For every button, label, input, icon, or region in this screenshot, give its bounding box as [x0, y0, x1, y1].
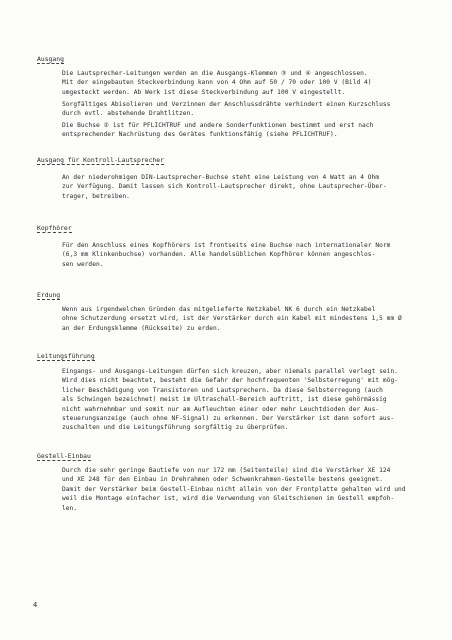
heading-ausgang: Ausgang	[37, 55, 64, 63]
paragraph-ausgang-2: Sorgfältiges Abisolieren und Verzinnen der Anschlussdrähte verhindert einen Kurzschluss durch evtl. abstehende Drahtlitzen.	[62, 101, 391, 118]
page-number: 4	[33, 601, 38, 609]
paragraph-erdung: Wenn aus irgendwelchen Gründen das mitgelieferte Netzkabel NK 6 durch ein Netzkabel ohne Schutzerdung ersetzt wird, ist der Verstärker durch ein Kabel mit mindestens 1,5 mm Ø an der Erdungsklemme (Rückseite) zu erden.	[62, 306, 402, 332]
paragraph-kopfhoerer: Für den Anschluss eines Kopfhörers ist frontseits eine Buchse nach internationaler Norm (6,3 mm Klinkenbuchse) vorhanden. Alle handelsüblichen Kopfhörer können angeschlos- sen werden.	[62, 242, 391, 268]
paragraph-leitungsfuehrung: Eingangs- und Ausgangs-Leitungen dürfen sich kreuzen, aber niemals parallel verlegt sein. Wird dies nicht beachtet, besteht die Gefahr der hochfrequenten 'Selbsterregung' mit mög- licher Beschädigung von Transistoren und Lautsprechern. Da diese Selbsterregung (auch als Schwingen bezeichnet) meist im Ultraschall-Bereich auftritt, ist diese gehörmässig nicht wahrnehmbar und somit nur am Aufleuchten einer oder mehr Leuchtdioden der Aus- steuerungsanzeige (auch ohne NF-Signal) zu erkennen. Der Verstärker ist dann sofort aus- zuschalten und die Leitungsführung sorgfältig zu überprüfen.	[62, 368, 398, 432]
heading-erdung: Erdung	[37, 291, 61, 299]
paragraph-ausgang-3: Die Buchse ② ist für PFLICHTRUF und andere Sonderfunktionen bestimmt und erst nach entsprechender Nachrüstung des Gerätes funktionsfähig (siehe PFLICHTRUF).	[62, 122, 374, 139]
paragraph-kontroll-lautsprecher: An der niederohmigen DIN-Lautsprecher-Buchse steht eine Leistung von 4 Watt an 4 Ohm zur Verfügung. Damit lassen sich Kontroll-Lautsprecher direkt, ohne Lautsprecher-Über- trager, betreiben.	[62, 174, 387, 200]
heading-kontroll-lautsprecher: Ausgang für Kontroll-Lautsprecher	[37, 156, 164, 164]
paragraph-gestell-einbau: Durch die sehr geringe Bautiefe von nur 172 mm (Seitenteile) sind die Verstärker XE 124 und XE 248 für den Einbau in Drehrahmen oder Schwenkrahmen-Gestelle bestens geeignet. Damit der Verstärker beim Gestell-Einbau nicht allein von der Frontplatte gehalten wird und weil die Montage einfacher ist, wird die Verwendung von Gleitschienen im Gestell empfoh- len.	[62, 467, 406, 512]
heading-gestell-einbau: Gestell-Einbau	[37, 452, 91, 460]
paragraph-ausgang-1: Die Lautsprecher-Leitungen werden an die Ausgangs-Klemmen ③ und ④ angeschlossen. Mit der eingebauten Steckverbindung kann von 4 Ohm auf 50 / 70 oder 100 V (Bild 4) umgesteckt werden. Ab Werk ist diese Steckverbindung auf 100 V eingestellt.	[62, 70, 372, 96]
heading-leitungsfuehrung: Leitungsführung	[37, 352, 95, 360]
heading-kopfhoerer: Kopfhörer	[37, 224, 72, 232]
